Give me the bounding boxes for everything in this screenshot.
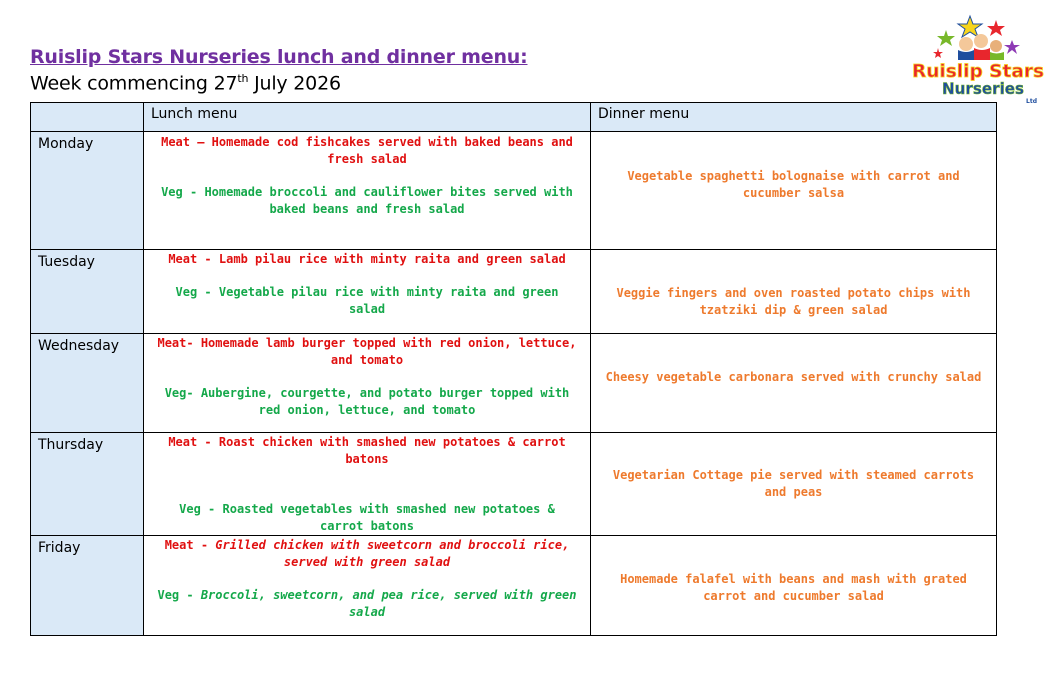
dinner-cell: Cheesy vegetable carbonara served with crunchy salad — [591, 334, 997, 433]
week-suffix: July 2026 — [248, 72, 341, 95]
veg-dish: Vegetable pilau rice with minty raita and green salad — [218, 285, 559, 316]
veg-option — [154, 184, 580, 218]
table-row — [31, 536, 997, 636]
veg-option — [154, 501, 580, 535]
day-cell: Thursday — [31, 433, 144, 536]
lunch-cell — [144, 536, 591, 636]
stars-cluster-icon — [933, 16, 1020, 60]
table-row — [31, 433, 997, 536]
page-title: Ruislip Stars Nurseries lunch and dinner menu: — [30, 46, 528, 68]
meat-option — [154, 434, 580, 468]
veg-option — [154, 385, 580, 419]
meat-label: Meat – — [161, 135, 212, 149]
meat-option — [154, 251, 580, 268]
veg-option — [154, 284, 580, 318]
meat-dish: Lamb pilau rice with minty raita and green salad — [218, 252, 566, 266]
meat-option — [154, 537, 580, 571]
week-commencing — [30, 72, 341, 94]
meat-dish: Grilled chicken with sweetcorn and broccoli rice, served with green salad — [215, 538, 570, 569]
veg-dish: Aubergine, courgette, and potato burger topped with red onion, lettuce, and tomato — [200, 386, 570, 417]
lunch-cell — [144, 132, 591, 250]
day-cell: Wednesday — [31, 334, 144, 433]
veg-dish: Homemade broccoli and cauliflower bites served with baked beans and fresh salad — [204, 185, 573, 216]
logo-text-line3: Ltd — [1026, 98, 1037, 105]
day-cell: Monday — [31, 132, 144, 250]
veg-label: Veg - — [157, 588, 201, 602]
veg-label: Veg - — [175, 285, 219, 299]
veg-label: Veg - — [161, 185, 205, 199]
veg-label: Veg - — [179, 502, 223, 516]
meat-dish: Roast chicken with smashed new potatoes & carrot batons — [218, 435, 566, 466]
menu-table — [30, 102, 997, 636]
day-cell: Tuesday — [31, 250, 144, 334]
meat-label: Meat - — [168, 435, 219, 449]
meat-option — [154, 335, 580, 369]
table-header-row — [31, 103, 997, 132]
veg-option — [154, 587, 580, 621]
logo-text-line1: Ruislip Stars — [912, 61, 1044, 82]
meat-label: Meat - — [168, 252, 219, 266]
meat-label: Meat- — [157, 336, 201, 350]
ordinal-suffix: th — [237, 72, 249, 85]
meat-dish: Homemade cod fishcakes served with baked beans and fresh salad — [211, 135, 573, 166]
table-row — [31, 132, 997, 250]
lunch-column-header: Lunch menu — [144, 103, 591, 132]
meat-option — [154, 134, 580, 168]
veg-label: Veg- — [164, 386, 201, 400]
day-column-header — [31, 103, 144, 132]
lunch-cell — [144, 250, 591, 334]
ruislip-stars-logo — [908, 14, 1048, 108]
table-row — [31, 334, 997, 433]
week-prefix: Week commencing 27 — [30, 72, 238, 95]
veg-dish: Roasted vegetables with smashed new potatoes & carrot batons — [222, 502, 555, 533]
logo-text-line2: Nurseries — [942, 79, 1024, 98]
dinner-cell: Vegetable spaghetti bolognaise with carrot and cucumber salsa — [591, 132, 997, 250]
day-cell: Friday — [31, 536, 144, 636]
dinner-cell: Veggie fingers and oven roasted potato chips with tzatziki dip & green salad — [591, 250, 997, 334]
dinner-column-header: Dinner menu — [591, 103, 997, 132]
table-row — [31, 250, 997, 334]
lunch-cell — [144, 433, 591, 536]
lunch-cell — [144, 334, 591, 433]
dinner-cell: Vegetarian Cottage pie served with steamed carrots and peas — [591, 433, 997, 536]
dinner-cell: Homemade falafel with beans and mash with grated carrot and cucumber salad — [591, 536, 997, 636]
veg-dish: Broccoli, sweetcorn, and pea rice, served with green salad — [200, 588, 577, 619]
meat-label: Meat - — [164, 538, 216, 552]
meat-dish: Homemade lamb burger topped with red onion, lettuce, and tomato — [200, 336, 577, 367]
